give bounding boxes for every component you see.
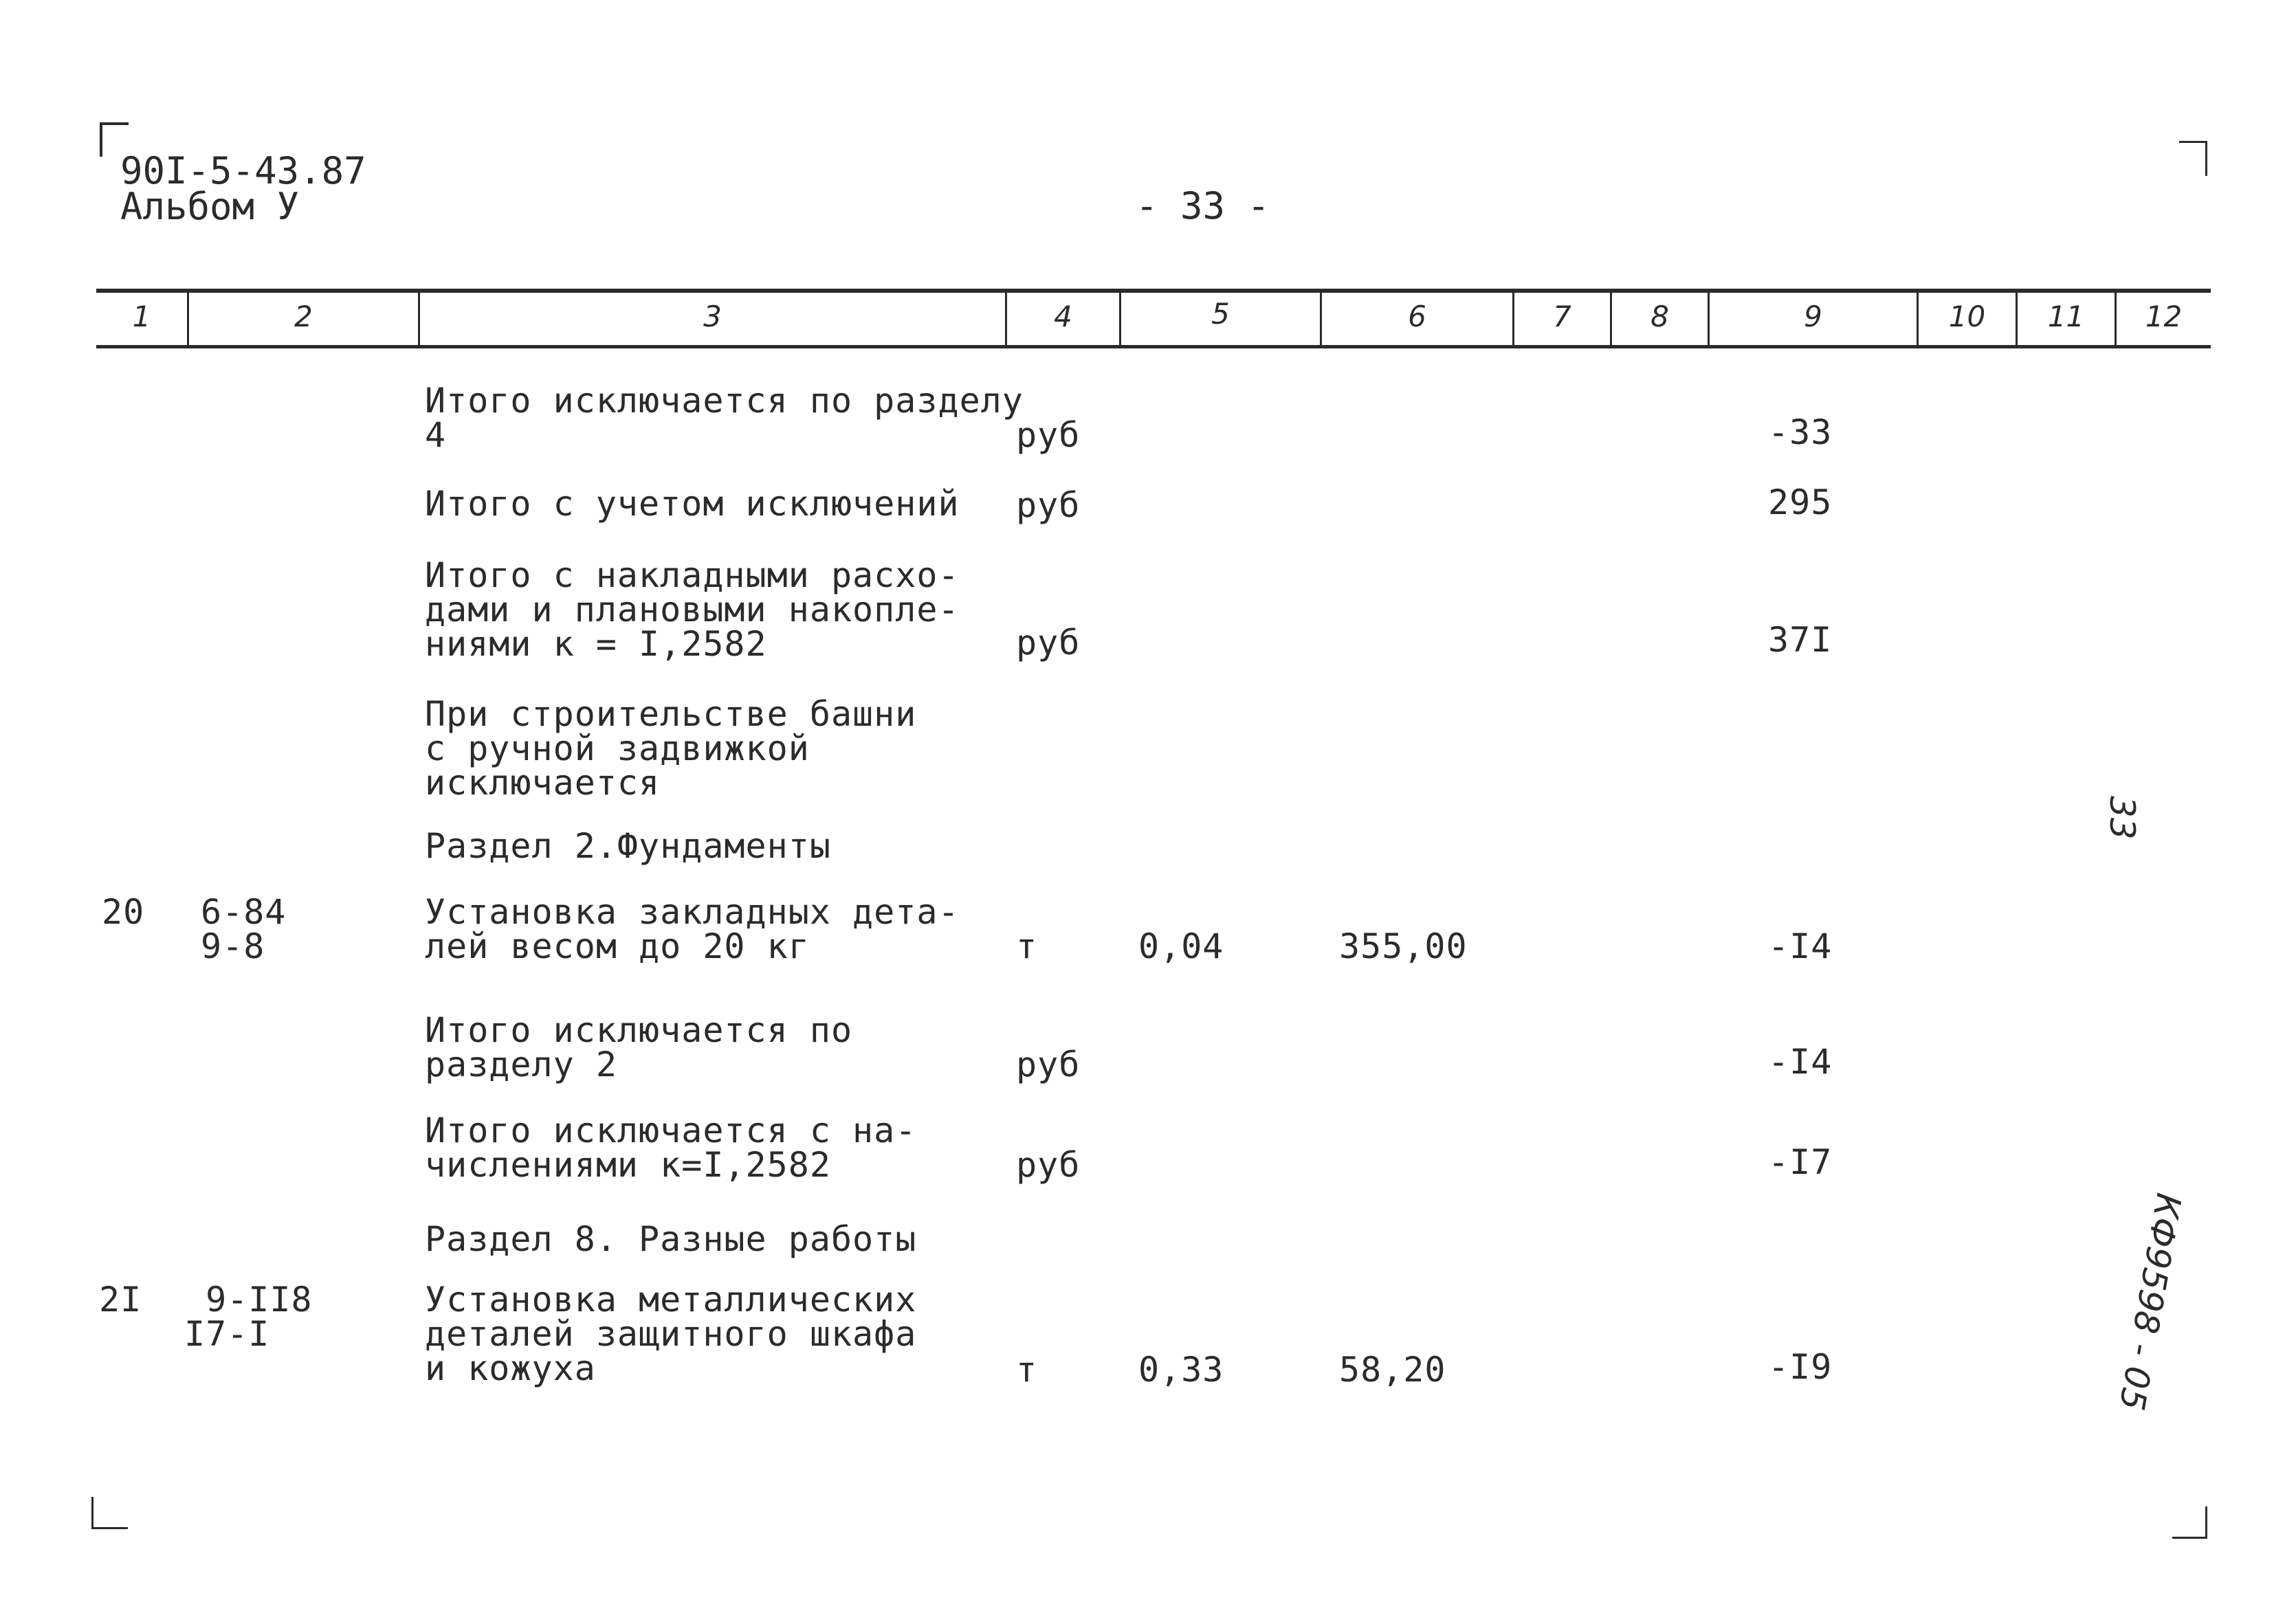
header-bottom-rule [96,345,2211,348]
row-description: Установка металлических деталей защитного шкафа и кожуха [425,1280,917,1388]
column-number-10: 10 [1948,300,1986,333]
row-amount: -I4 [1768,1042,1833,1082]
document-code: 90I-5-43.87 [120,149,366,192]
row-amount: 295 [1768,482,1833,522]
corner-mark-bottom-left [91,1497,128,1529]
column-number-11: 11 [2047,300,2085,333]
row-unit-price: 58,20 [1339,1350,1446,1390]
row-number: 2I [99,1280,142,1320]
row-unit: руб [1016,1045,1081,1084]
row-quantity: 0,04 [1138,926,1224,966]
row-amount: 37I [1768,620,1833,660]
column-number-1: 1 [132,300,151,333]
column-number-3: 3 [703,300,722,333]
column-number-5: 5 [1211,297,1230,331]
album-label: Альбом У [120,185,300,228]
page-number: - 33 - [1136,184,1270,227]
row-description: Итого исключается с на- числениями к=I,2582 [425,1111,917,1185]
column-number-4: 4 [1054,300,1072,333]
stamp-code-note: КФ9598 - 05 [2111,1190,2189,1414]
row-amount: -I7 [1768,1142,1833,1182]
section-heading: Раздел 2.Фундаменты [425,826,831,866]
section-heading: Раздел 8. Разные работы [425,1219,917,1259]
column-number-9: 9 [1804,300,1822,333]
sheet-number-note: 33 [2102,796,2142,840]
row-unit: руб [1016,623,1081,663]
row-unit: руб [1016,415,1081,455]
column-number-12: 12 [2145,300,2183,333]
column-number-6: 6 [1408,300,1426,333]
corner-mark-top-right [2179,141,2207,176]
column-number-8: 8 [1651,300,1669,333]
row-amount: -I4 [1768,926,1833,966]
row-description: Итого с накладными расхо- дами и плановыми накопле- ниями к = I,2582 [425,555,960,664]
row-unit: руб [1016,1145,1081,1185]
row-unit: т [1016,926,1038,966]
row-unit-price: 355,00 [1339,926,1468,966]
row-code: 9-II8 I7-I [184,1280,313,1354]
row-amount: -I9 [1768,1347,1833,1387]
row-description: При строительстве башни с ручной задвижкой исключается [425,694,917,803]
row-unit: т [1016,1350,1038,1390]
row-quantity: 0,33 [1138,1350,1224,1390]
row-description: Установка закладных дета- лей весом до 20 кг [425,892,960,966]
row-description: Итого с учетом исключений [425,484,960,524]
row-number: 20 [102,892,145,932]
column-number-7: 7 [1553,300,1571,333]
row-code: 6-84 9-8 [201,892,287,966]
corner-mark-bottom-right [2172,1506,2207,1539]
header-top-rule [96,289,2211,293]
row-description: Итого исключается по разделу 2 [425,1010,853,1084]
row-description: Итого исключается по разделу 4 [425,381,1024,455]
row-unit: руб [1016,485,1081,525]
row-amount: -33 [1768,412,1833,452]
column-number-2: 2 [294,300,313,333]
